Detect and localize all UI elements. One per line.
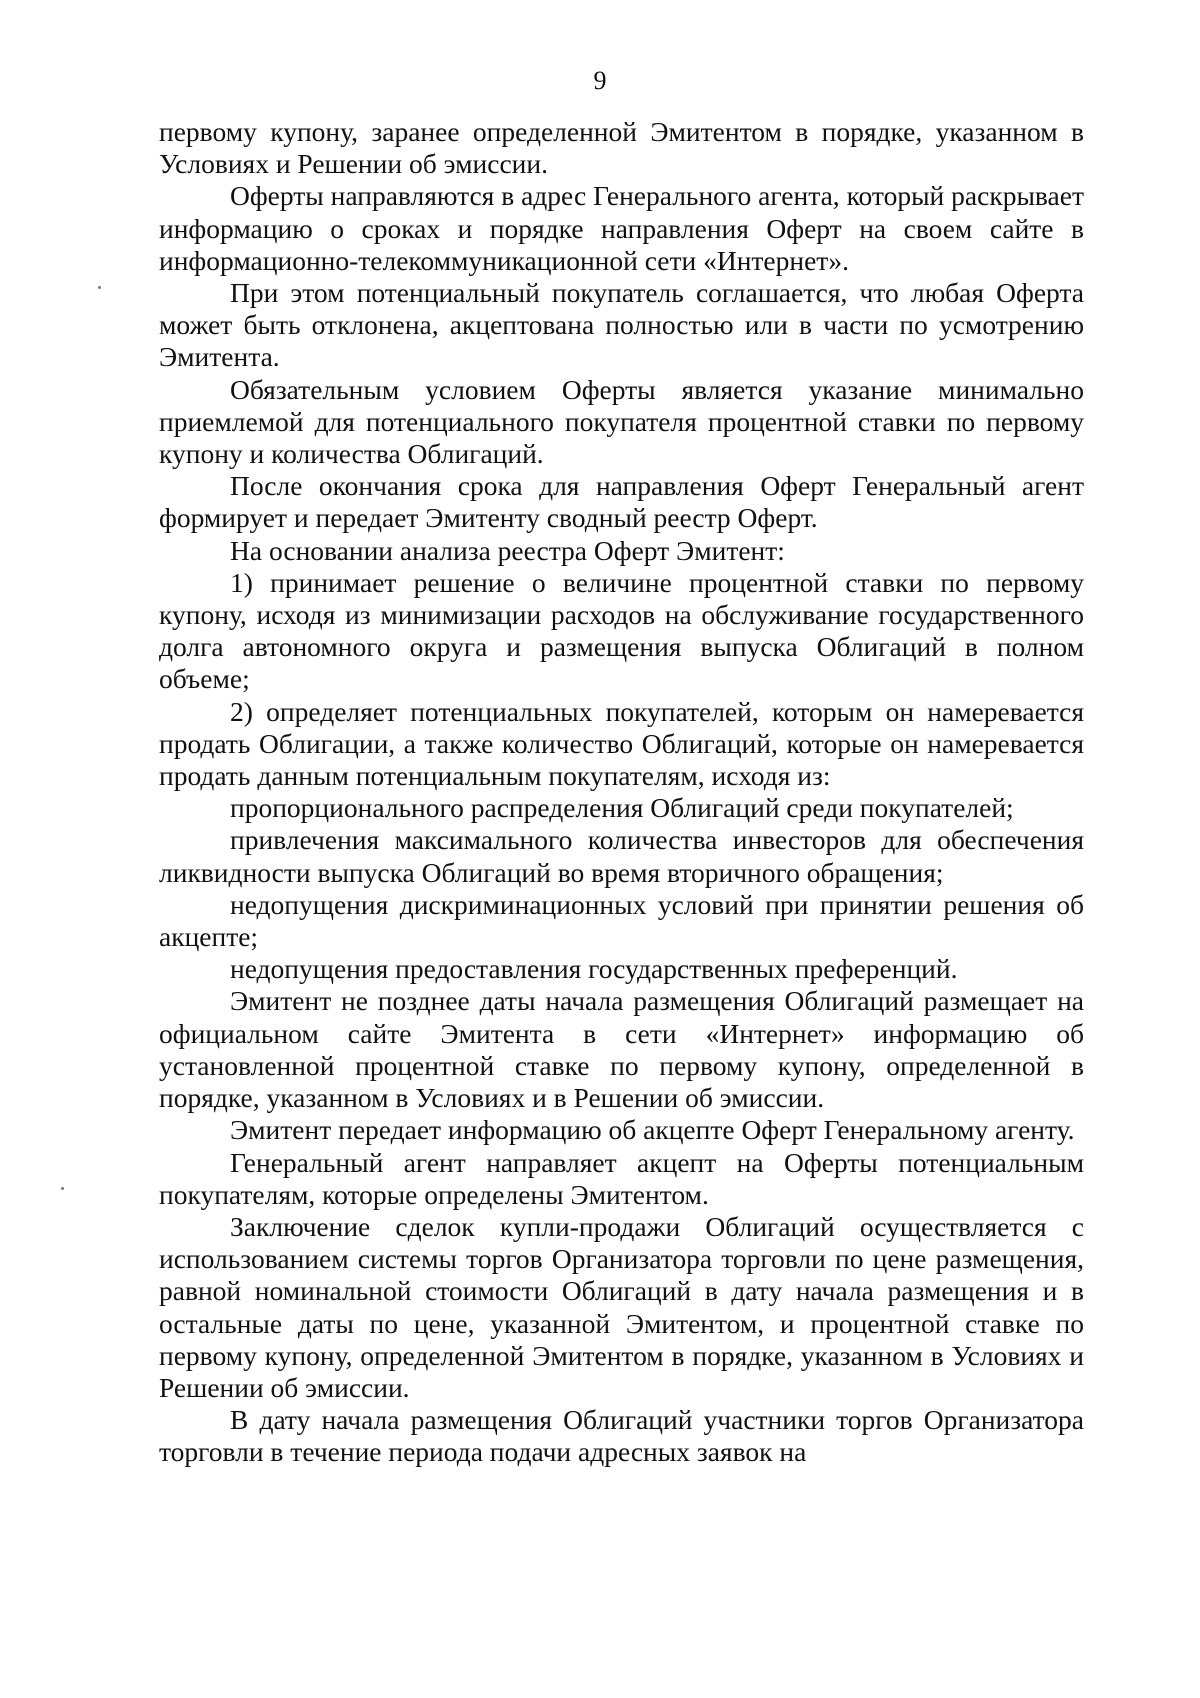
criterion-investor-attraction: привлечения максимального количества инвесторов для обеспечения ликвидности выпуска Облигаций во время вторичного обращения; <box>159 824 1084 888</box>
paragraph-offer-condition: Обязательным условием Оферты является указание минимально приемлемой для потенциального покупателя процентной ставки по первому купону и количества Облигаций. <box>159 373 1084 470</box>
list-item-buyers-definition: 2) определяет потенциальных покупателей, которым он намеревается продать Облигации, а также количество Облигаций, которые он намеревается продать данным потенциальным покупателям, исходя из: <box>159 695 1084 792</box>
scan-artifact-dot <box>61 1187 64 1190</box>
document-body <box>159 116 1084 1469</box>
paragraph-placement-start: В дату начала размещения Облигаций участники торгов Организатора торговли в течение периода подачи адресных заявок на <box>159 1404 1084 1468</box>
paragraph-acceptance-transfer: Эмитент передает информацию об акцепте Оферт Генеральному агенту. <box>230 1114 1075 1146</box>
paragraph-continuation: первому купону, заранее определенной Эмитентом в порядке, указанном в Условиях и Решении об эмиссии. <box>159 116 1084 180</box>
paragraph-offers-address: Оферты направляются в адрес Генерального агента, который раскрывает информацию о сроках и порядке направления Оферт на своем сайте в информационно-телекоммуникационной сети «Интернет». <box>159 180 1084 276</box>
paragraph-trade-execution: Заключение сделок купли-продажи Облигаций осуществляется с использованием системы торгов Организатора торговли по цене размещения, равной номинальной стоимости Облигаций в дату начала размещения и в остальные даты по цене, указанной Эмитентом, и процентной ставке по первому купону, определенной Эмитентом в порядке, указанном в Условиях и Решении об эмиссии. <box>159 1210 1084 1403</box>
paragraph-rate-publication: Эмитент не позднее даты начала размещения Облигаций размещает на официальном сайте Эмитента в сети «Интернет» информацию об установленной процентной ставке по первому купону, определенной в порядке, указанном в Условиях и в Решении об эмиссии. <box>159 985 1084 1114</box>
paragraph-offer-rejection: При этом потенциальный покупатель соглашается, что любая Оферта может быть отклонена, акцептована полностью или в части по усмотрению Эмитента. <box>159 277 1084 373</box>
criterion-no-discrimination: недопущения дискриминационных условий при принятии решения об акцепте; <box>159 888 1084 953</box>
criterion-no-preferences: недопущения предоставления государственных преференций. <box>230 953 958 985</box>
paragraph-registry-analysis: На основании анализа реестра Оферт Эмитент: <box>230 534 785 566</box>
paragraph-acceptance-sending: Генеральный агент направляет акцепт на Оферты потенциальным покупателям, которые определены Эмитентом. <box>159 1146 1084 1210</box>
paragraph-offer-registry: После окончания срока для направления Оферт Генеральный агент формирует и передает Эмитенту сводный реестр Оферт. <box>159 470 1084 534</box>
page-number: 9 <box>593 66 607 95</box>
scan-artifact-dot <box>98 286 101 289</box>
list-item-rate-decision: 1) принимает решение о величине процентной ставки по первому купону, исходя из минимизации расходов на обслуживание государственного долга автономного округа и размещения выпуска Облигаций в полном объеме; <box>159 566 1084 695</box>
criterion-proportional-distribution: пропорционального распределения Облигаций среди покупателей; <box>230 792 1014 824</box>
